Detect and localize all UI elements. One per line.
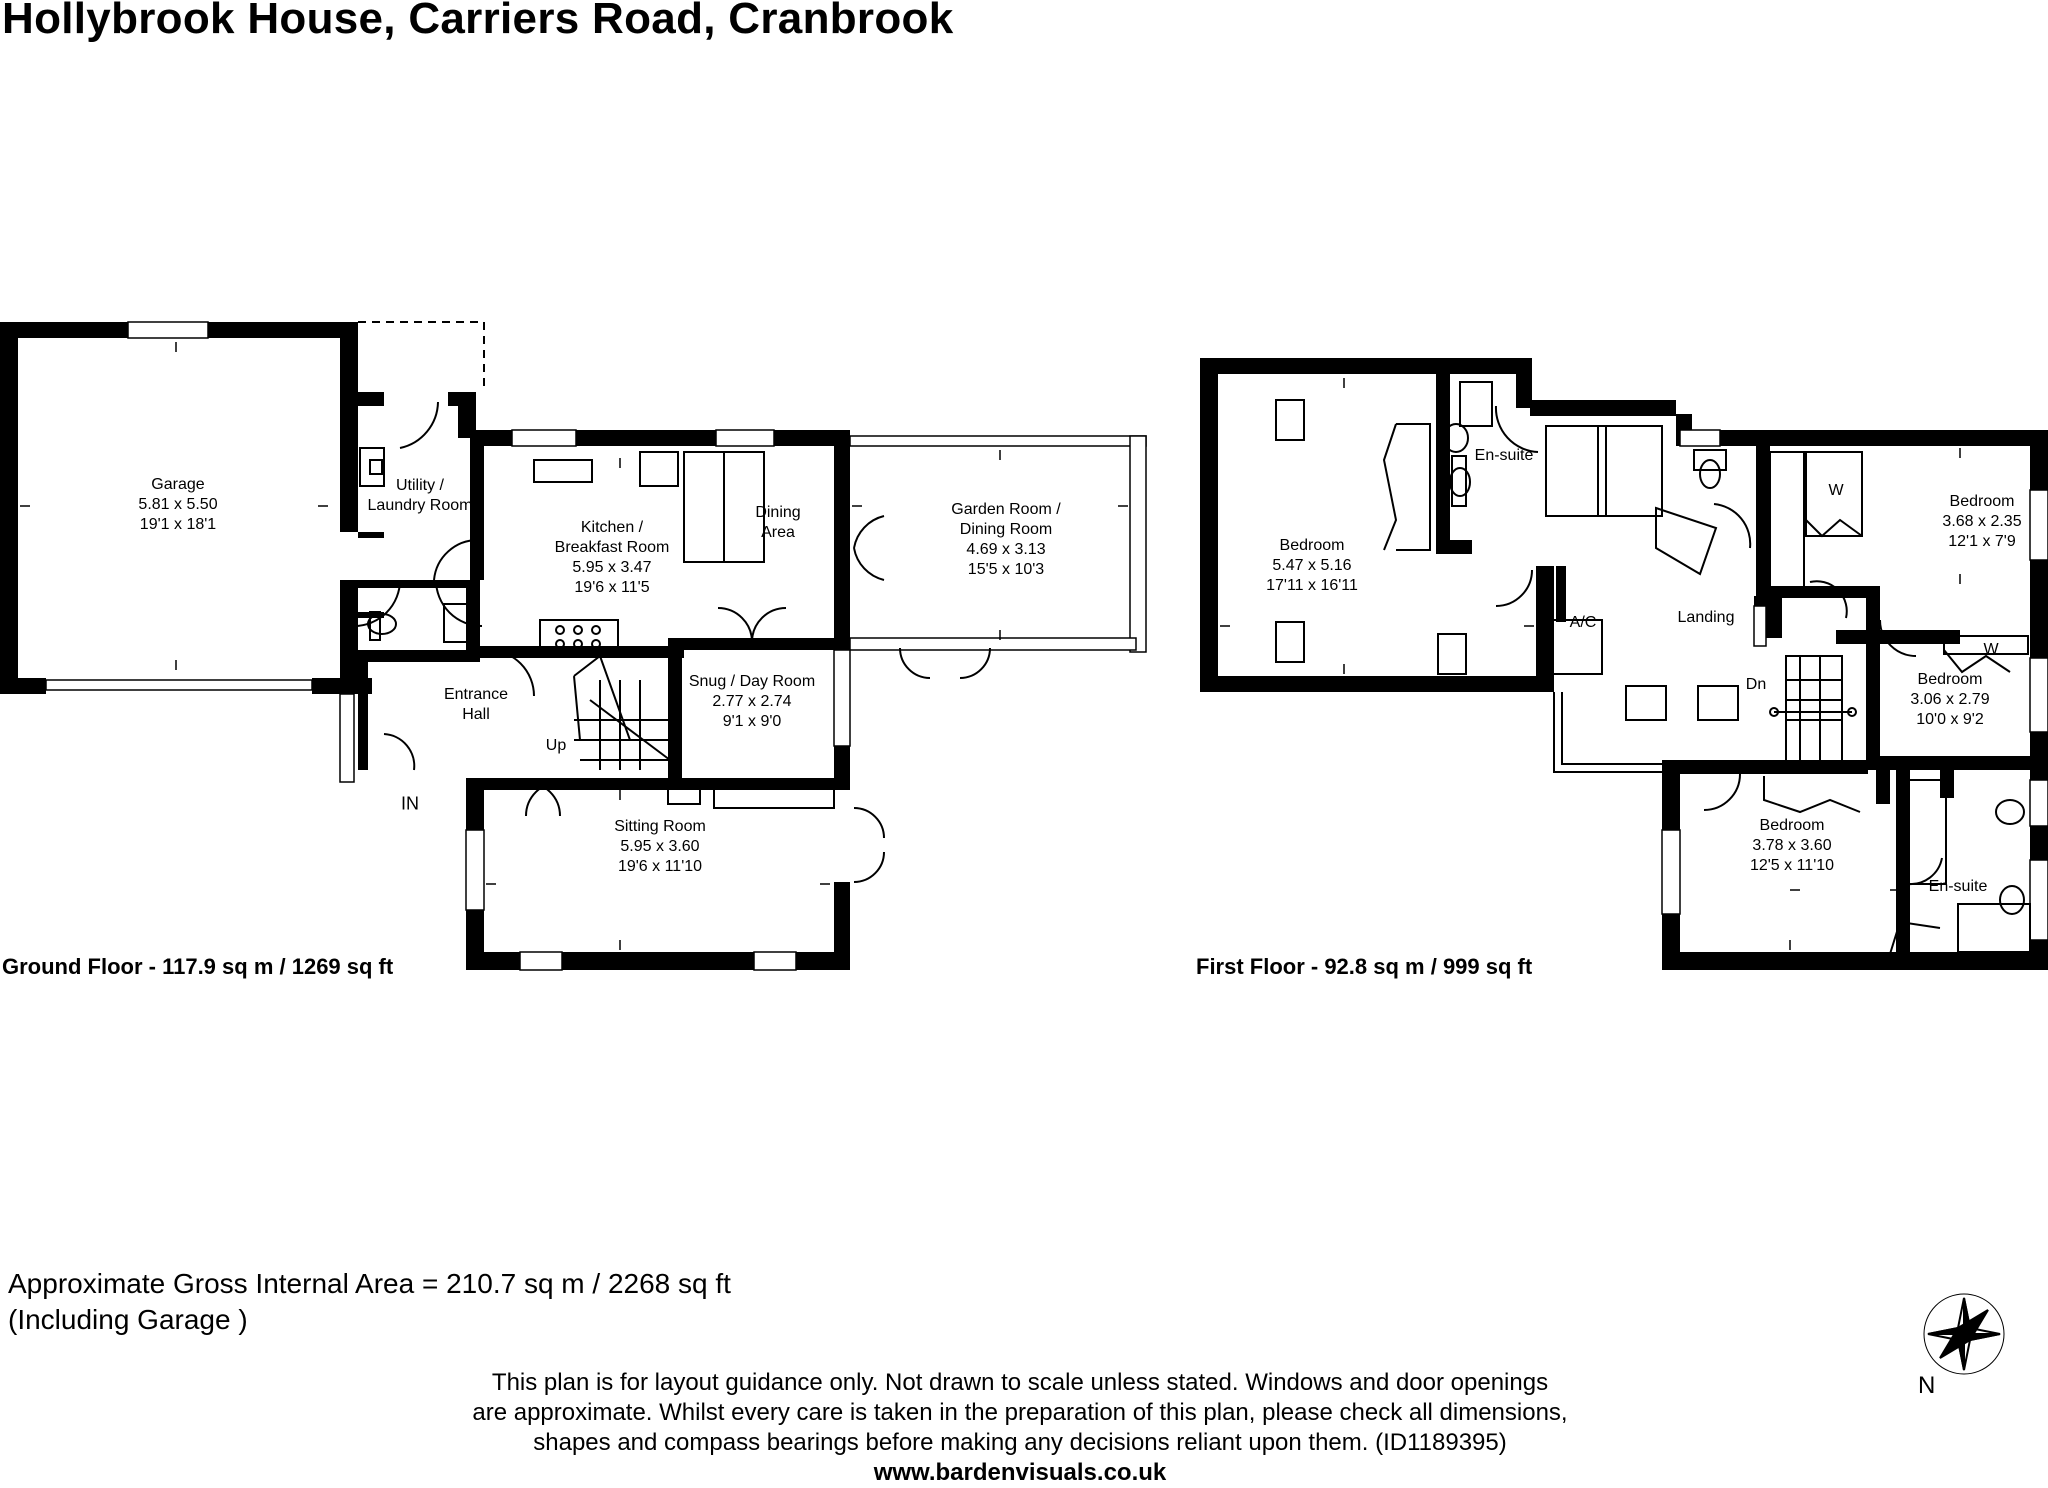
airing-cupboard-label: A/C bbox=[1569, 614, 1597, 631]
room-bedroom-4 bbox=[1750, 816, 1834, 876]
gross-internal-area bbox=[8, 1266, 731, 1338]
room-metric: 2.77 x 2.74 bbox=[712, 693, 792, 710]
room-name: Bedroom bbox=[1279, 537, 1345, 554]
room-name-2: Hall bbox=[462, 706, 490, 723]
plan-title: Hollybrook House, Carriers Road, Cranbrook bbox=[2, 0, 954, 43]
stairs-down-label: Dn bbox=[1745, 676, 1767, 693]
room-ensuite-1 bbox=[1475, 446, 1534, 466]
wardrobe-label: W bbox=[1983, 641, 1999, 658]
room-metric: 5.47 x 5.16 bbox=[1272, 557, 1352, 574]
room-imperial: 19'1 x 18'1 bbox=[139, 516, 217, 533]
room-bedroom-2 bbox=[1942, 492, 2021, 552]
room-bedroom-3 bbox=[1910, 670, 1989, 730]
gia-line-1: Approximate Gross Internal Area = 210.7 sq m / 2268 sq ft bbox=[8, 1268, 731, 1299]
ground-floor-area-label: Ground Floor - 117.9 sq m / 1269 sq ft bbox=[2, 954, 394, 979]
room-imperial: 19'6 x 11'10 bbox=[617, 858, 703, 875]
room-name: Bedroom bbox=[1759, 817, 1825, 834]
first-floor-walls bbox=[1200, 358, 2048, 970]
room-imperial: 9'1 x 9'0 bbox=[722, 713, 782, 730]
room-garage bbox=[138, 475, 217, 535]
first-floor-fixtures bbox=[1276, 382, 2030, 954]
room-name: Landing bbox=[1677, 609, 1735, 626]
room-name-2: Breakfast Room bbox=[554, 539, 670, 556]
room-imperial: 15'5 x 10'3 bbox=[967, 561, 1045, 578]
compass-rose-icon bbox=[1924, 1294, 2004, 1374]
room-name: Sitting Room bbox=[614, 818, 706, 835]
room-imperial: 12'1 x 7'9 bbox=[1948, 533, 2016, 550]
room-imperial: 12'5 x 11'10 bbox=[1749, 857, 1835, 874]
entrance-in-label: IN bbox=[401, 793, 419, 814]
room-name-2: Area bbox=[761, 524, 795, 541]
room-entrance-hall bbox=[444, 685, 508, 725]
room-landing bbox=[1678, 608, 1735, 628]
room-metric: 5.81 x 5.50 bbox=[138, 496, 218, 513]
room-garden-room bbox=[951, 500, 1060, 580]
room-imperial: 10'0 x 9'2 bbox=[1916, 711, 1984, 728]
disclaimer-line-3: shapes and compass bearings before making any decisions reliant upon them. (ID1189395) bbox=[533, 1429, 1507, 1456]
room-name: Garden Room / bbox=[951, 501, 1061, 518]
porch-dashed bbox=[358, 322, 484, 392]
room-kitchen bbox=[555, 518, 670, 598]
room-imperial: 17'11 x 16'11 bbox=[1266, 577, 1358, 594]
room-imperial: 19'6 x 11'5 bbox=[574, 579, 650, 596]
room-name: Garage bbox=[151, 476, 205, 493]
room-name: Utility / bbox=[395, 477, 444, 494]
disclaimer-line-1: This plan is for layout guidance only. Not drawn to scale unless stated. Windows and door openings bbox=[491, 1369, 1549, 1396]
room-name: Entrance bbox=[443, 686, 509, 703]
ground-floor-walls bbox=[0, 322, 850, 970]
website-link[interactable]: www.bardenvisuals.co.uk bbox=[873, 1459, 1167, 1486]
gia-line-2: (Including Garage ) bbox=[8, 1304, 248, 1335]
room-dining-area bbox=[755, 503, 800, 543]
compass-north-label: N bbox=[1918, 1372, 1936, 1399]
room-bedroom-1 bbox=[1266, 536, 1358, 596]
stairs-up-label: Up bbox=[545, 737, 567, 754]
first-floor-dimension-ticks bbox=[1220, 378, 1960, 950]
room-sitting-room bbox=[614, 817, 706, 877]
room-metric: 3.78 x 3.60 bbox=[1752, 837, 1832, 854]
room-name: Dining bbox=[755, 504, 801, 521]
room-snug bbox=[689, 672, 815, 732]
room-metric: 3.06 x 2.79 bbox=[1910, 691, 1990, 708]
room-name: En-suite bbox=[1474, 447, 1534, 464]
room-metric: 5.95 x 3.47 bbox=[572, 559, 652, 576]
room-name: Kitchen / bbox=[580, 519, 644, 536]
first-floor-area-label: First Floor - 92.8 sq m / 999 sq ft bbox=[1196, 954, 1533, 979]
room-utility bbox=[368, 476, 473, 516]
room-ensuite-2 bbox=[1929, 877, 1988, 897]
room-name: Snug / Day Room bbox=[688, 673, 816, 690]
disclaimer bbox=[420, 1368, 1620, 1488]
room-name-2: Dining Room bbox=[959, 521, 1053, 538]
room-name-2: Laundry Room bbox=[367, 497, 473, 514]
wardrobe-label: W bbox=[1828, 482, 1844, 499]
room-metric: 5.95 x 3.60 bbox=[620, 838, 700, 855]
disclaimer-line-2: are approximate. Whilst every care is taken in the preparation of this plan, please check all dimensions, bbox=[472, 1399, 1568, 1426]
room-metric: 4.69 x 3.13 bbox=[966, 541, 1046, 558]
room-name: En-suite bbox=[1928, 878, 1988, 895]
room-name: Bedroom bbox=[1917, 671, 1983, 688]
room-metric: 3.68 x 2.35 bbox=[1942, 513, 2022, 530]
room-name: Bedroom bbox=[1949, 493, 2015, 510]
